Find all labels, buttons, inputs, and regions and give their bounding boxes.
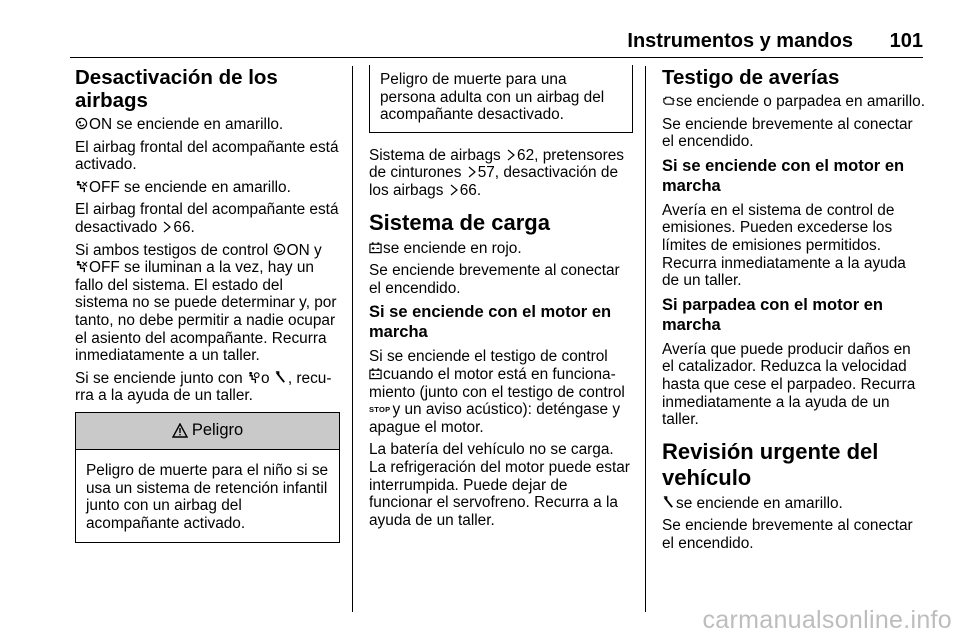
danger-warning-box [75,412,340,543]
paragraph: Avería en el sistema de control de emisiones. Pueden excederse los límites de emisiones permitidos. Recurra inmediatamente a la ayuda de un taller. [662,201,906,290]
warning-body: Peligro de muerte para el niño si se usa un sistema de retención infantil junto con un airbag del acompañante activado. [86,461,329,532]
service-wrench-icon [662,496,675,509]
paragraph: se enciende o parpadea en amarillo. [662,93,926,111]
subsection-heading: Si parpadea con el motor en marcha [662,295,883,334]
paragraph: La batería del vehículo no se carga. La refrigeración del motor puede estar interrumpida. Puede dejar de funcionar el servofreno. Recurra a la ayuda de un taller. [369,441,630,529]
column-middle [369,66,633,534]
column-left [75,66,340,543]
reference-arrow-icon [450,183,458,195]
paragraph: Se enciende brevemente al conectar el encendido. [662,115,913,151]
warning-header [76,413,339,450]
paragraph: Si se enciende el testigo de control cuando el motor está en funcionamiento (junto con el testigo de control STOP y un aviso acústico): deténgase y apague el motor. [369,348,625,436]
battery-icon [369,241,382,254]
paragraph: se enciende en rojo. [369,240,633,258]
battery-icon [369,367,382,380]
section-heading: Testigo de averías [662,66,840,89]
paragraph: El airbag frontal del acompañante está activado. [75,138,339,174]
section-heading: Sistema de carga [369,209,550,235]
column-divider [645,66,646,612]
engine-malfunction-icon [662,94,675,107]
airbag-off-icon [75,180,88,193]
warning-title: Peligro [191,421,244,440]
paragraph: Si ambos testigos de control ON y OFF se iluminan a la vez, hay un fallo del sistema. El estado del sistema no se puede determinar y, por tanto, no debe permitir a nadie ocupar el asiento del acompañante. Recurra inmediatamente a un taller. [75,241,337,365]
airbag-on-icon [75,117,88,130]
page-header [70,30,923,56]
reference-arrow-icon [507,148,515,160]
service-wrench-icon [274,371,287,384]
paragraph: ON se enciende en amarillo. [75,116,340,134]
section-heading: Desactivación de los airbags [75,66,278,112]
section-heading: Revisión urgente del vehículo [662,438,879,490]
page-number: 101 [889,30,923,52]
paragraph: OFF se enciende en amarillo. [75,179,340,197]
header-title: Instrumentos y mandos [627,30,853,52]
airbag-on-icon [273,243,286,256]
warning-triangle-icon [172,423,188,438]
reference-arrow-icon [163,220,171,232]
watermark: carmanualsonline.info [702,606,952,634]
paragraph: Avería que puede producir daños en el catalizador. Reduzca la velocidad hasta que cese el parpadeo. Recurra inmediatamente a la ayuda de un taller. [662,340,916,429]
reference-arrow-icon [468,165,476,177]
airbag-off-icon [75,260,88,273]
airbag-system-icon [247,371,260,384]
column-divider [352,66,353,612]
stop-icon: STOP [369,405,391,415]
paragraph: se enciende en amarillo. [662,495,926,513]
paragraph: Se enciende brevemente al conectar el encendido. [369,262,620,297]
subsection-heading: Si se enciende con el motor en marcha [369,303,612,342]
paragraph: Se enciende brevemente al conectar el encendido. [662,517,913,552]
paragraph: Sistema de airbags 62, pretensores de cinturones 57, desactivación de los airbags 66. [369,146,624,199]
subsection-heading: Si se enciende con el motor en marcha [662,156,905,195]
header-rule [70,57,923,58]
paragraph: Si se enciende junto con o , recurra a la ayuda de un taller. [75,369,332,405]
paragraph: El airbag frontal del acompañante está desactivado 66. [75,201,339,236]
danger-warning-box-continued: Peligro de muerte para una persona adulta con un airbag del acompañante desactivado. [369,65,633,133]
column-right [662,66,926,558]
